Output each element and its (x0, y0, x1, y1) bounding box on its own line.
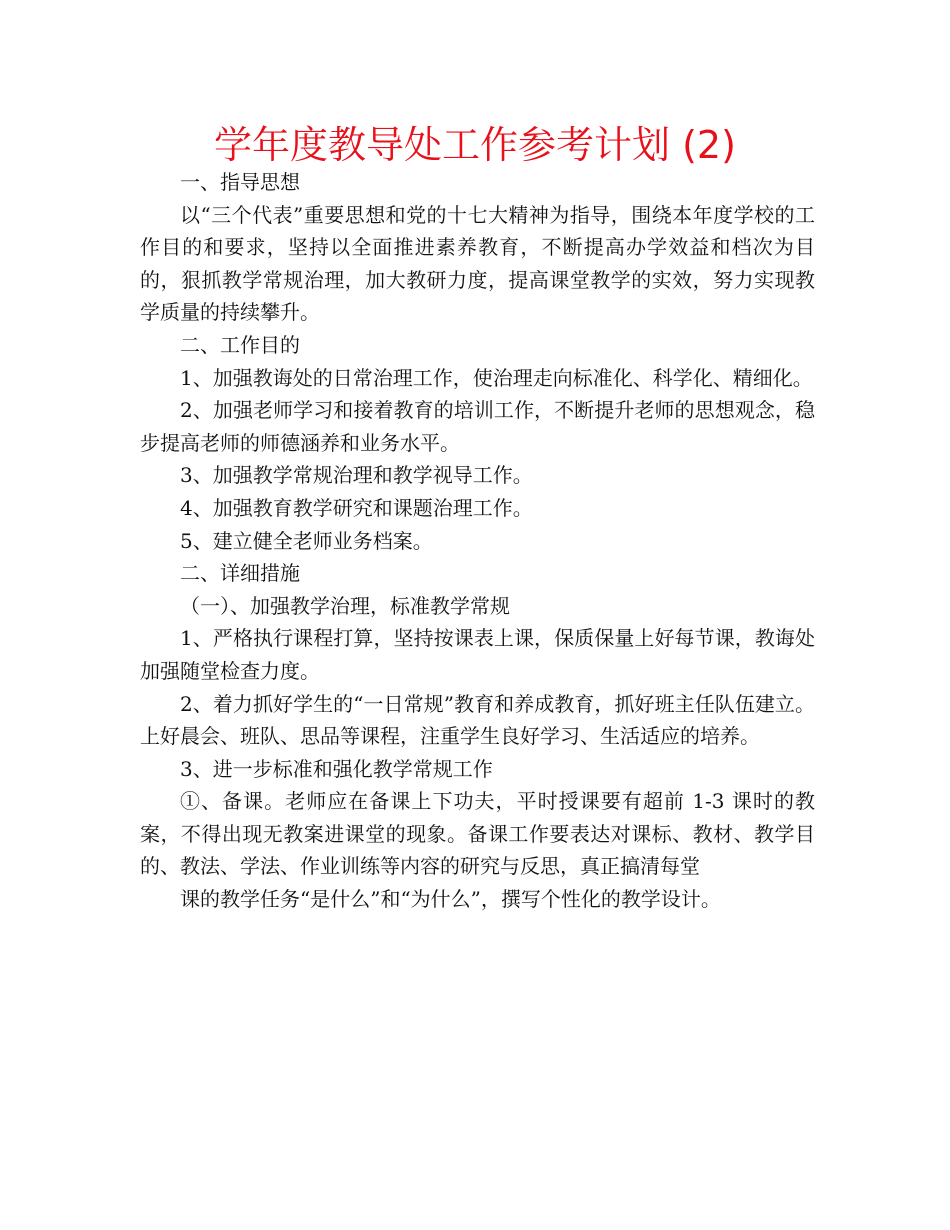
goal-item-4: 4、加强教育教学研究和课题治理工作。 (180, 495, 533, 520)
paragraph-guiding-ideology: 以“三个代表”重要思想和党的十七大精神为指导，围绕本年度学校的工作目的和要求，坚持以全面推进素养教育，不断提高办学效益和档次为目的，狠抓教学常规治理，加大教研力度，提高课堂教学的实效，努力实现教学质量的持续攀升。 (140, 202, 815, 325)
measure-item-2: 2、着力抓好学生的“一日常规”教育和养成教育，抓好班主任队伍建立。上好晨会、班队、思品等课程，注重学生良好学习、生活适应的培养。 (140, 691, 815, 749)
document-body (140, 166, 815, 916)
goal-item-5: 5、建立健全老师业务档案。 (180, 528, 433, 553)
section-heading-work-goals: 二、工作目的 (180, 332, 300, 357)
goal-item-3: 3、加强教学常规治理和教学视导工作。 (180, 463, 533, 488)
measure-item-lesson-prep: ①、备课。老师应在备课上下功夫，平时授课要有超前 1-3 课时的教案，不得出现无教案进课堂的现象。备课工作要表达对课标、教材、教学目的、教法、学法、作业训练等内容的研究与反思，真正搞清每堂 (140, 789, 815, 879)
section-heading-guiding-ideology: 一、指导思想 (180, 170, 300, 194)
measure-item-3: 3、进一步标准和强化教学常规工作 (180, 756, 493, 781)
subsection-heading-teaching-management: （一）、加强教学治理，标准教学常规 (180, 593, 510, 618)
measure-item-lesson-prep-continued: 课的教学任务“是什么”和“为什么”，撰写个性化的教学设计。 (180, 887, 721, 912)
measure-item-1: 1、严格执行课程打算，坚持按课表上课，保质保量上好每节课，教诲处加强随堂检查力度。 (140, 626, 815, 683)
goal-item-1: 1、加强教诲处的日常治理工作，使治理走向标准化、科学化、精细化。 (180, 365, 813, 390)
document-title: 学年度教导处工作参考计划 (2) (214, 123, 736, 167)
section-heading-detailed-measures: 二、详细措施 (180, 561, 300, 586)
goal-item-2: 2、加强老师学习和接着教育的培训工作，不断提升老师的思想观念，稳步提高老师的师德涵养和业务水平。 (140, 398, 815, 455)
